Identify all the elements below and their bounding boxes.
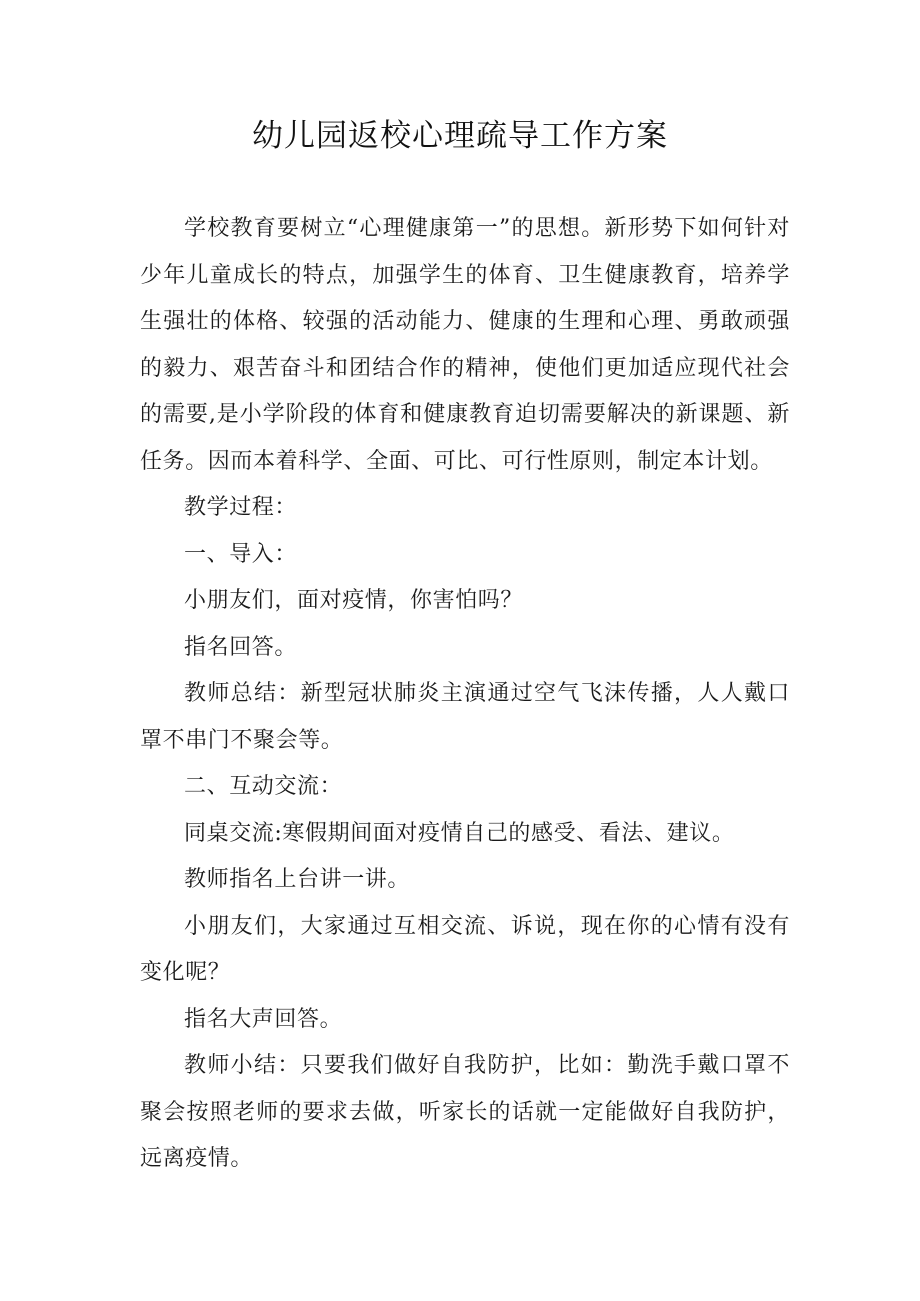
document-body <box>140 206 790 1183</box>
paragraph-question: 小朋友们，面对疫情，你害怕吗？ <box>184 588 524 613</box>
document-title: 幼儿园返校心理疏导工作方案 <box>252 118 668 154</box>
paragraph-loud-answer: 指名大声回答。 <box>184 1006 343 1032</box>
paragraph-come-up: 教师指名上台讲一讲。 <box>184 867 411 892</box>
paragraph-teacher-conclusion: 教师小结：只要我们做好自我防护，比如：勤洗手戴口罩不聚会按照老师的要求去做，听家长的话就一定能做好自我防护，远离疫情。 <box>140 1053 790 1171</box>
paragraph-teacher-summary: 教师总结：新型冠状肺炎主演通过空气飞沫传播，人人戴口罩不串门不聚会等。 <box>140 681 790 753</box>
section-heading-interaction: 二、互动交流： <box>184 774 343 799</box>
section-heading-introduction: 一、导入： <box>184 541 298 567</box>
paragraph-mood-question: 小朋友们，大家通过互相交流、诉说，现在你的心情有没有变化呢？ <box>140 913 790 985</box>
paragraph-answer: 指名回答。 <box>184 634 298 660</box>
paragraph-intro: 学校教育要树立“心理健康第一”的思想。新形势下如何针对少年儿童成长的特点，加强学生的体育、卫生健康教育，培养学生强壮的体格、较强的活动能力、健康的生理和心理、勇敢顽强的毅力、艰苦奋斗和团结合作的精神，使他们更加适应现代社会的需要,是小学阶段的体育和健康教育迫切需要解决的新课题、新任务。因而本着科学、全面、可比、可行性原则，制定本计划。 <box>140 216 790 474</box>
paragraph-teaching-process: 教学过程： <box>184 495 298 520</box>
paragraph-desk-exchange: 同桌交流:寒假期间面对疫情自己的感受、看法、建议。 <box>184 820 735 846</box>
